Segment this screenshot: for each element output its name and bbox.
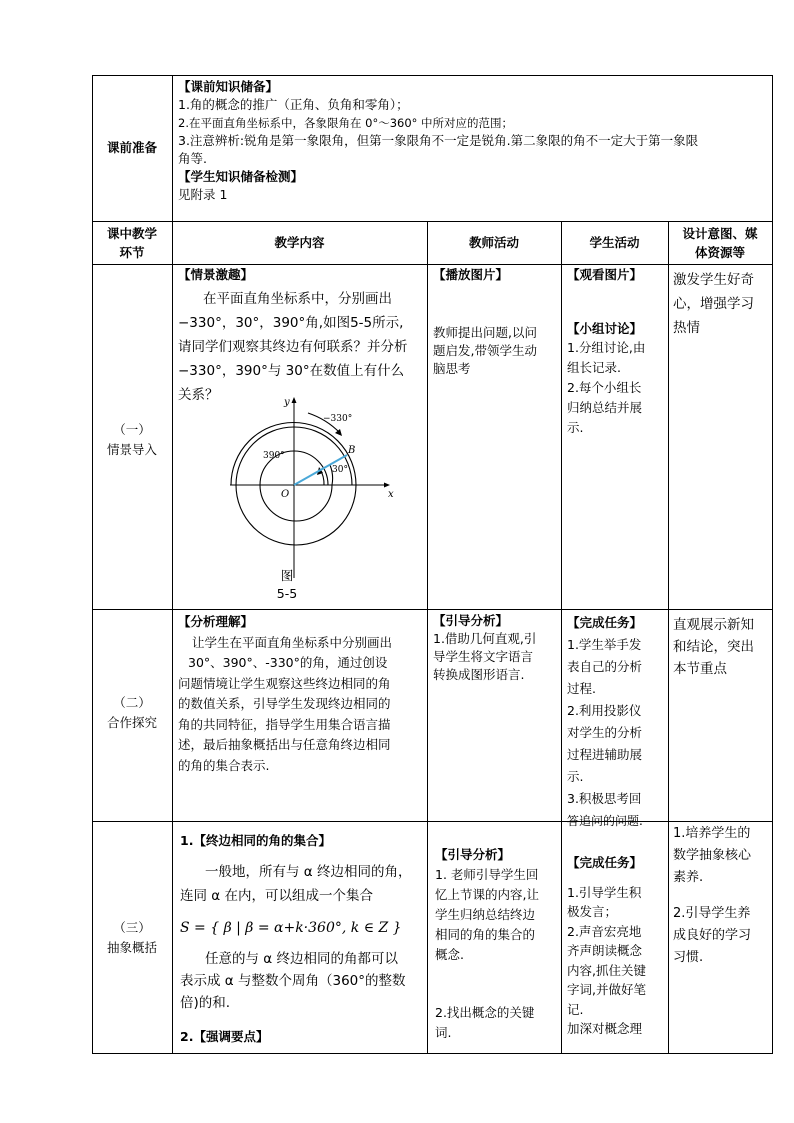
- header-content-text: 教学内容: [274, 235, 325, 250]
- angle-neg330-arc: [260, 451, 333, 521]
- label-y: y: [284, 397, 290, 408]
- section1-student: [567, 266, 667, 438]
- label-B: B: [348, 445, 356, 456]
- section2-teacher: [433, 612, 559, 684]
- section1-teacher: [433, 266, 559, 378]
- label-390: 390°: [263, 451, 285, 461]
- scenario-line: 关系？: [178, 387, 219, 403]
- concept-text: [180, 860, 424, 908]
- header-stage-line: 课中教学: [106, 226, 157, 241]
- student-line: 齐声朗读概念: [567, 943, 643, 958]
- analysis-line: 问题情境让学生观察这些终边相同的角: [178, 675, 391, 691]
- section3-teacher: [435, 845, 559, 1043]
- teacher-line: 2.找出概念的关键: [435, 1005, 535, 1020]
- design-line: 数学抽象核心: [673, 848, 752, 863]
- student-text: [567, 883, 667, 1039]
- scenario-line: −330°，390°与 30°在数值上有什么: [178, 363, 405, 379]
- student-line: 1.分组讨论,由: [567, 340, 646, 355]
- design-line: 和结论，突出: [673, 639, 754, 655]
- student-line: 示.: [567, 420, 584, 435]
- student-title: 【完成任务】: [567, 855, 643, 870]
- knowledge-check-title: 【学生知识储备检测】: [178, 169, 304, 184]
- student-line: 1.引导学生积: [567, 884, 642, 900]
- section2-design: [673, 614, 771, 680]
- stage-name: 情景导入: [106, 442, 157, 457]
- student-line: 示.: [567, 769, 584, 784]
- row-divider: [92, 221, 773, 222]
- figure-caption: [272, 567, 302, 603]
- design-line: 激发学生好奇: [673, 272, 754, 288]
- section2-student: [567, 612, 667, 832]
- student-line: 极发言；: [567, 904, 618, 919]
- analysis-line: 的数值关系，引导学生发现终边相同的: [178, 696, 391, 711]
- student-line: 过程进辅助展: [567, 747, 643, 762]
- header-stage-line: 环节: [119, 245, 145, 260]
- design-line: 直观展示新知: [673, 617, 754, 633]
- reserve-line: 3.注意辨析:锐角是第一象限角，但第一象限角不一定是锐角.第二象限的角不一定大于第一象限: [178, 133, 699, 148]
- design-line: 2.引导学生养: [673, 906, 751, 921]
- analysis-line: 角的共同特征，指导学生用集合语言描: [178, 716, 391, 732]
- student-line: 2.声音宏亮地: [567, 923, 642, 939]
- teacher-line: 忆上节课的内容,让: [435, 887, 539, 902]
- teacher-line: 概念.: [435, 947, 464, 962]
- concept-line: 一般地，所有与 α 终边相同的角，: [205, 864, 412, 880]
- student-line: 2.利用投影仪: [567, 703, 642, 718]
- concept-line: 任意的与 α 终边相同的角都可以: [205, 951, 398, 967]
- caption-line: 图: [280, 568, 294, 583]
- teacher-line: 脑思考: [433, 361, 471, 376]
- header-teacher-text: 教师活动: [468, 235, 519, 250]
- row-divider: [92, 821, 773, 822]
- student-line: 对学生的分析: [567, 725, 643, 740]
- table-border-bottom: [92, 1053, 773, 1054]
- teacher-line: 1. 老师引导学生回: [435, 867, 539, 882]
- concept-line: 倍)的和.: [180, 995, 231, 1011]
- column-divider: [668, 221, 669, 1054]
- analysis-line: 述，最后抽象概括出与任意角终边相同: [178, 737, 391, 752]
- pre-class-stage-label: [92, 138, 172, 158]
- design-line: 1.培养学生的: [673, 826, 751, 841]
- analysis-line: 的角的集合表示.: [178, 757, 270, 773]
- analysis-line: 让学生在平面直角坐标系中分别画出: [192, 634, 393, 650]
- stage-number: （一）: [113, 422, 151, 437]
- student-line: 答追问的问题.: [567, 814, 643, 828]
- scenario-line: 在平面直角坐标系中，分别画出: [203, 291, 392, 307]
- scenario-text: [178, 287, 424, 407]
- row-divider: [92, 264, 773, 265]
- design-line: 本节重点: [673, 661, 727, 677]
- concept-line: 表示成 α 与整数个周角（360°的整数: [180, 973, 406, 989]
- reserve-line: 1.角的概念的推广（正角、负角和零角）；: [178, 97, 409, 112]
- stage-text: 课前准备: [106, 140, 157, 155]
- teacher-line: 教师提出问题,以问: [433, 325, 537, 340]
- concept-line: 连同 α 在内，可以组成一个集合: [180, 888, 373, 904]
- teacher-line: 学生归纳总结终边: [435, 907, 536, 922]
- stage-name: 抽象概括: [106, 940, 157, 955]
- scenario-line: 请同学们观察其终边有何联系？并分析: [178, 339, 408, 355]
- student-title: 【完成任务】: [567, 615, 643, 630]
- teacher-line: 转换成图形语言.: [433, 667, 525, 682]
- teacher-title: 【播放图片】: [433, 267, 509, 282]
- scenario-title: 【情景激趣】: [178, 267, 254, 282]
- section1-design: [673, 268, 771, 340]
- stage-number: （二）: [113, 695, 151, 710]
- teacher-title: 【引导分析】: [433, 613, 509, 628]
- header-teacher: [427, 233, 561, 252]
- section2-stage: [92, 693, 172, 733]
- section3-student: [567, 853, 667, 1039]
- design-line: 素养.: [673, 870, 704, 885]
- analysis-title: 【分析理解】: [178, 614, 254, 629]
- stage-name: 合作探究: [106, 715, 157, 730]
- student-line: 记.: [567, 1001, 584, 1017]
- student-line: 3.积极思考回: [567, 791, 642, 806]
- y-axis-arrow: [292, 397, 297, 403]
- student-title: 【小组讨论】: [567, 321, 643, 336]
- label-neg330: −330°: [323, 414, 353, 424]
- pre-class-content: [178, 78, 768, 204]
- design-line: 心，增强学习: [673, 296, 754, 312]
- design-line: 热情: [673, 320, 700, 336]
- header-content: [172, 233, 427, 252]
- section3-content: [180, 832, 424, 1046]
- student-line: 过程.: [567, 681, 596, 696]
- teacher-line: 词.: [435, 1025, 452, 1040]
- teacher-line: 1.借助几何直观,引: [433, 631, 537, 646]
- arc-arrowhead: [335, 429, 342, 436]
- teacher-line: 导学生将文字语言: [433, 649, 534, 664]
- student-line: 组长记录.: [567, 360, 621, 375]
- student-title: 【观看图片】: [567, 267, 643, 282]
- section3-design: [673, 823, 771, 969]
- lesson-plan-table: [92, 75, 773, 1054]
- student-line: 归纳总结并展: [567, 400, 643, 415]
- appendix-reference: 见附录 1: [178, 187, 228, 202]
- concept-text: [180, 948, 424, 1014]
- student-line: 表自己的分析: [567, 659, 643, 674]
- teacher-text: [433, 324, 559, 378]
- reserve-line: 2.在平面直角坐标系中，各象限角在 0°～360° 中所对应的范围；: [178, 116, 514, 130]
- teacher-line: 题启发,带领学生动: [433, 343, 537, 358]
- concept-title: 1.【终边相同的角的集合】: [180, 833, 331, 848]
- column-divider: [561, 221, 562, 1054]
- student-line: 字词,并做好笔: [567, 982, 646, 997]
- section1-content: [178, 266, 424, 407]
- analysis-line: 30°、390°、-330°的角，通过创设: [188, 655, 388, 670]
- label-origin: O: [281, 489, 290, 500]
- column-divider: [427, 221, 428, 1054]
- design-line: 成良好的学习: [673, 928, 752, 943]
- caption-line: 5-5: [276, 586, 298, 601]
- stage-number: （三）: [113, 920, 151, 935]
- set-formula: S = { β | β = α+k·360°, k ∈ Z }: [180, 920, 402, 936]
- student-line: 1.学生举手发: [567, 637, 642, 652]
- knowledge-reserve-title: 【课前知识储备】: [178, 79, 279, 94]
- header-stage: [92, 224, 172, 262]
- student-text: [567, 338, 667, 438]
- scenario-line: −330°，30°，390°角,如图5-5所示,: [178, 315, 404, 331]
- header-design: [668, 224, 772, 262]
- angle-figure: [228, 393, 398, 583]
- label-30: 30°: [332, 465, 348, 475]
- emphasis-title: 2.【强调要点】: [180, 1029, 269, 1044]
- x-axis-arrow: [384, 483, 390, 488]
- student-line: 2.每个小组长: [567, 380, 642, 395]
- section2-content: [178, 612, 426, 776]
- student-line: 内容,抓住关键: [567, 962, 646, 978]
- student-line: 加深对概念理: [567, 1021, 643, 1036]
- reserve-line: 角等.: [178, 151, 207, 166]
- teacher-line: 相同的角的集合的: [435, 927, 536, 942]
- table-border-top: [92, 75, 773, 76]
- design-line: 习惯.: [673, 950, 704, 965]
- header-design-line: 体资源等: [694, 245, 745, 260]
- section1-stage: [92, 420, 172, 460]
- row-divider: [92, 609, 773, 610]
- header-design-line: 设计意图、媒: [682, 226, 758, 241]
- header-student-text: 学生活动: [589, 235, 640, 250]
- header-student: [561, 233, 668, 252]
- section3-stage: [92, 918, 172, 958]
- label-x: x: [388, 489, 394, 500]
- teacher-title: 【引导分析】: [435, 847, 511, 862]
